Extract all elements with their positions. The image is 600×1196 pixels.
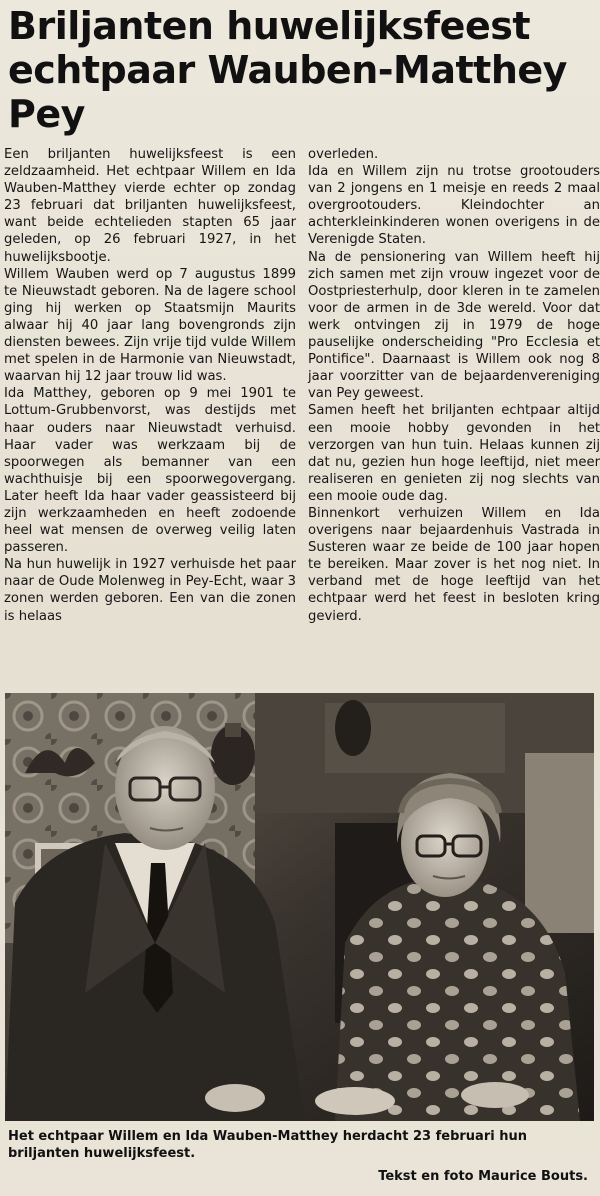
headline-line: Briljanten huwelijksfeest (8, 4, 531, 48)
paragraph: overleden. (308, 147, 379, 162)
headline-line: Pey (8, 92, 85, 136)
paragraph: Binnenkort verhuizen Willem en Ida overigens naar bejaardenhuis Vastrada in Susteren waar ze beide de 100 jaar hopen te bereiken. Maar zover is het nog niet. In verband met de hoge leeftijd van het echtpaar werd het feest in besloten kring gevierd. (308, 505, 600, 624)
article-column-right (308, 146, 600, 625)
paragraph: Ida Matthey, geboren op 9 mei 1901 te Lottum-Grubbenvorst, was destijds met haar ouders naar Nieuwstadt verhuisd. Haar vader was werkzaam bij de spoorwegen als bemanner van een wachthuisje bij een spoorwegovergang. Later heeft Ida haar vader geassisteerd bij zijn werkzaamheden en heeft zodoende heel wat mensen de overweg veilig laten passeren. (4, 386, 296, 556)
article-headline (8, 4, 588, 136)
paragraph: Na hun huwelijk in 1927 verhuisde het paar naar de Oude Molenweg in Pey-Echt, waar 3 zonen werden geboren. Een van die zonen is helaas (4, 557, 296, 624)
paragraph: Willem Wauben werd op 7 augustus 1899 te Nieuwstadt geboren. Na de lagere school ging hij werken op Staatsmijn Maurits alwaar hij 40 jaar lang bovengronds zijn diensten bewees. Zijn vrije tijd vulde Willem met spelen in de Harmonie van Nieuwstadt, waarvan hij 12 jaar trouw lid was. (4, 266, 296, 385)
paragraph: Ida en Willem zijn nu trotse grootouders van 2 jongens en 1 meisje en reeds 2 maal overgrootouders. Kleindochter an achterkleinkinderen wonen overigens in de Verenigde Staten. (308, 164, 600, 248)
couple-photo (5, 693, 594, 1121)
photo-credit: Tekst en foto Maurice Bouts. (378, 1169, 588, 1184)
article-column-left (4, 146, 296, 625)
headline-line: echtpaar Wauben-Matthey (8, 48, 567, 92)
paragraph: Samen heeft het briljanten echtpaar altijd een mooie hobby gevonden in het verzorgen van hun tuin. Helaas kunnen zij dat nu, gezien hun hoge leeftijd, niet meer realiseren en genieten zij nog slechts van een mooie oude dag. (308, 403, 600, 504)
paragraph: Een briljanten huwelijksfeest is een zeldzaamheid. Het echtpaar Willem en Ida Wauben-Matthey vierde echter op zondag 23 februari dat briljanten huwelijksfeest, want beide echtelieden stapten 65 jaar geleden, op 26 februari 1927, in het huwelijksbootje. (4, 147, 296, 265)
paragraph: Na de pensionering van Willem heeft hij zich samen met zijn vrouw ingezet voor de Oostpriesterhulp, door kleren in te zamelen voor de armen in de 3de wereld. Voor dat werk ontvingen zij in 1979 de hoge pauselijke onderscheiding "Pro Ecclesia et Pontifice". Daarnaast is Willem ook nog 8 jaar voorzitter van de bejaardenvereniging van Pey geweest. (308, 249, 600, 402)
photo-caption: Het echtpaar Willem en Ida Wauben-Matthey herdacht 23 februari hun briljanten huwelijksfeest. (8, 1129, 527, 1161)
